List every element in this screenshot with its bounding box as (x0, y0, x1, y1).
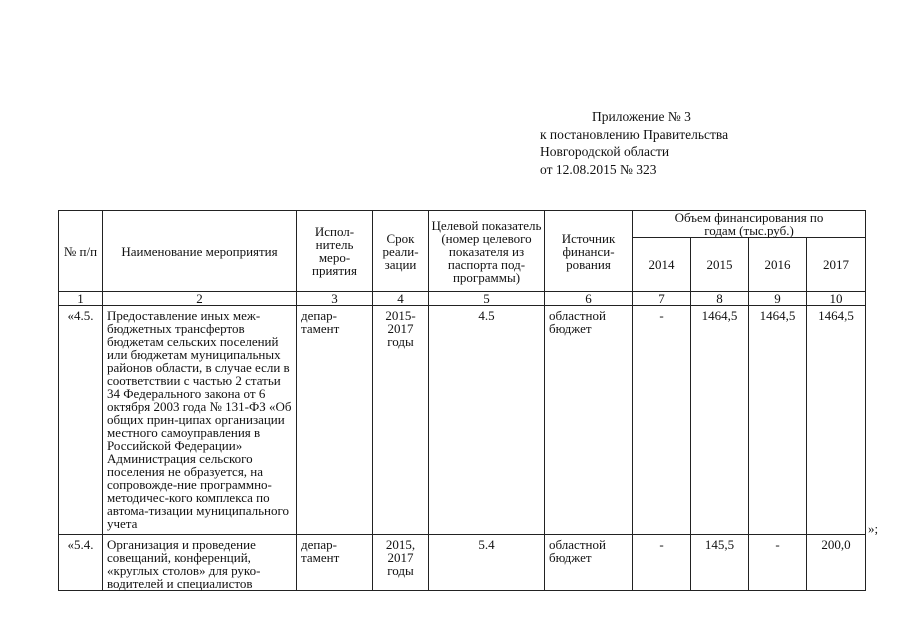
row-target: 4.5 (429, 306, 545, 535)
row-source: областной бюджет (545, 535, 633, 591)
table-row (59, 306, 866, 535)
row-value-2014: - (633, 535, 691, 591)
year-2016: 2016 (749, 238, 807, 292)
col-header-funding: Объем финансирования по годам (тыс.руб.) (633, 211, 866, 238)
column-number: 10 (807, 292, 866, 306)
year-2017: 2017 (807, 238, 866, 292)
row-value-2014: - (633, 306, 691, 535)
header-row (59, 211, 866, 238)
funding-table (58, 210, 866, 591)
row-term: 2015-2017 годы (373, 306, 429, 535)
row-value-2017: 200,0 (807, 535, 866, 591)
row-executor: депар-тамент (297, 306, 373, 535)
col-header-term: Срок реали-зации (373, 211, 429, 292)
column-number: 5 (429, 292, 545, 306)
row-source: областной бюджет (545, 306, 633, 535)
document-header (540, 108, 728, 178)
row-value-2015: 1464,5 (691, 306, 749, 535)
row-value-2016: 1464,5 (749, 306, 807, 535)
column-number: 7 (633, 292, 691, 306)
column-number: 4 (373, 292, 429, 306)
column-number: 1 (59, 292, 103, 306)
appendix-decree: к постановлению Правительства (540, 126, 729, 142)
row-value-2015: 145,5 (691, 535, 749, 591)
row-term: 2015, 2017 годы (373, 535, 429, 591)
appendix-title: Приложение № 3 (592, 109, 691, 124)
row-target: 5.4 (429, 535, 545, 591)
year-2014: 2014 (633, 238, 691, 292)
column-number: 6 (545, 292, 633, 306)
column-number: 3 (297, 292, 373, 306)
row-activity-name: Предоставление иных меж-бюджетных трансфертов бюджетам сельских поселений или бюджетам муниципальных районов области, в случае если в соответствии с частью 2 статьи 34 Федерального закона от 6 октября 2003 года № 131-ФЗ «Об общих прин-ципах организации местного самоуправления в Российской Федерации» Администрация сельского поселения не образуется, на сопровожде-ние программно-методичес-кого комплекса по автома-тизации муниципального учета (103, 306, 297, 535)
column-number: 2 (103, 292, 297, 306)
column-number: 8 (691, 292, 749, 306)
row-value-2017: 1464,5 (807, 306, 866, 535)
row-value-2016: - (749, 535, 807, 591)
col-header-target: Целевой показатель (номер целевого показателя из паспорта под-программы) (429, 211, 545, 292)
col-header-exec: Испол-нитель меро-приятия (297, 211, 373, 292)
row-number: «4.5. (59, 306, 103, 535)
col-header-source: Источник финанси-рования (545, 211, 633, 292)
appendix-region: Новгородской области (540, 144, 670, 159)
year-2015: 2015 (691, 238, 749, 292)
row-number: «5.4. (59, 535, 103, 591)
column-number: 9 (749, 292, 807, 306)
column-numbers-row (59, 292, 866, 306)
row-activity-name: Организация и проведение совещаний, конференций, «круглых столов» для руко-водителей и специалистов (103, 535, 297, 591)
table-row (59, 535, 866, 591)
row-executor: депар-тамент (297, 535, 373, 591)
col-header-name: Наименование мероприятия (103, 211, 297, 292)
col-header-no: № п/п (59, 211, 103, 292)
row-closing-quote: »; (868, 521, 879, 536)
appendix-date: от 12.08.2015 № 323 (540, 161, 657, 177)
